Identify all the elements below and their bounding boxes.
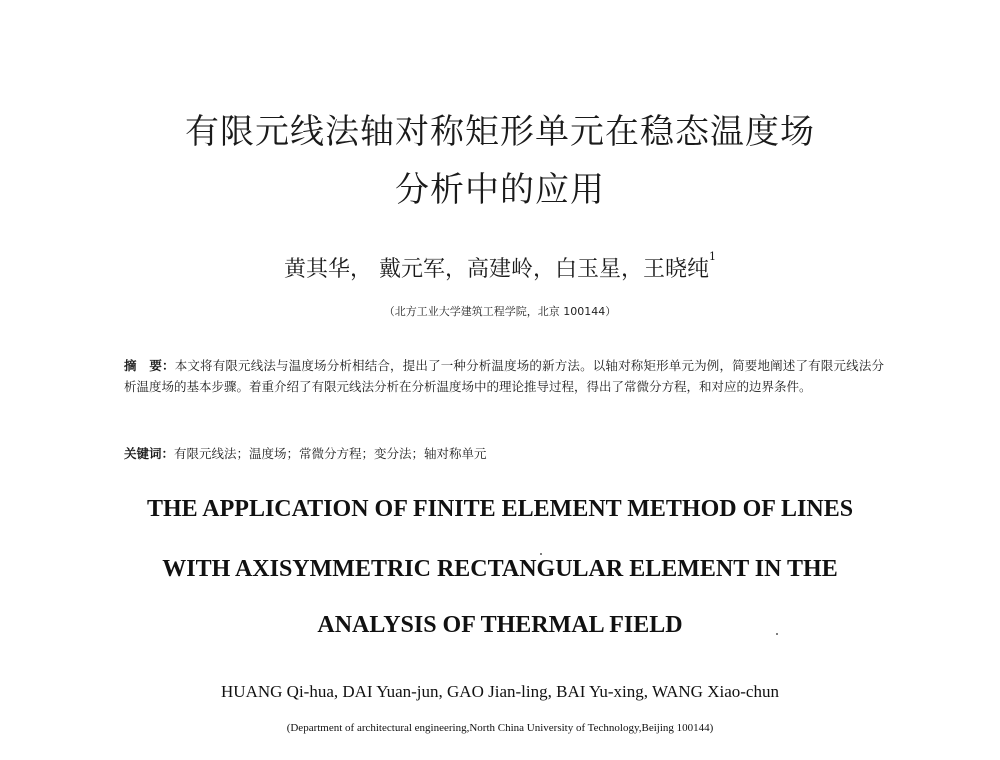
- keywords-text: 有限元线法；温度场；常微分方程；变分法；轴对称单元: [174, 446, 487, 461]
- keywords: [124, 444, 884, 462]
- chinese-title-line-1: 有限元线法轴对称矩形单元在稳态温度场: [185, 112, 815, 152]
- abstract: [124, 355, 884, 397]
- abstract-label: 摘 要：: [124, 358, 175, 373]
- english-title-line-1: THE APPLICATION OF FINITE ELEMENT METHOD OF LINES: [146, 496, 854, 522]
- chinese-authors: [0, 252, 1000, 283]
- english-title-line-2: WITH AXISYMMETRIC RECTANGULAR ELEMENT IN THE: [162, 556, 838, 582]
- scan-speck: [540, 553, 542, 555]
- english-title-line-3: ANALYSIS OF THERMAL FIELD: [317, 612, 683, 638]
- author-footnote-mark: 1: [709, 250, 716, 263]
- scan-speck: [776, 633, 778, 635]
- keywords-label: 关键词：: [124, 446, 175, 461]
- chinese-title-line-2: 分析中的应用: [395, 170, 605, 210]
- english-affiliation: (Department of architectural engineering,North China University of Technology,Beijing 100144): [286, 722, 714, 734]
- chinese-affiliation: （北方工业大学建筑工程学院，北京 100144）: [383, 305, 617, 318]
- chinese-author-names: 黄其华， 戴元军，高建岭，白玉星，王晓纯: [284, 257, 709, 282]
- english-authors: HUANG Qi-hua, DAI Yuan-jun, GAO Jian-ling, BAI Yu-xing, WANG Xiao-chun: [221, 682, 779, 701]
- abstract-text: 本文将有限元线法与温度场分析相结合，提出了一种分析温度场的新方法。以轴对称矩形单元为例，简要地阐述了有限元线法分析温度场的基本步骤。着重介绍了有限元线法分析在分析温度场中的理论推导过程，得出了常微分方程，和对应的边界条件。: [124, 358, 884, 394]
